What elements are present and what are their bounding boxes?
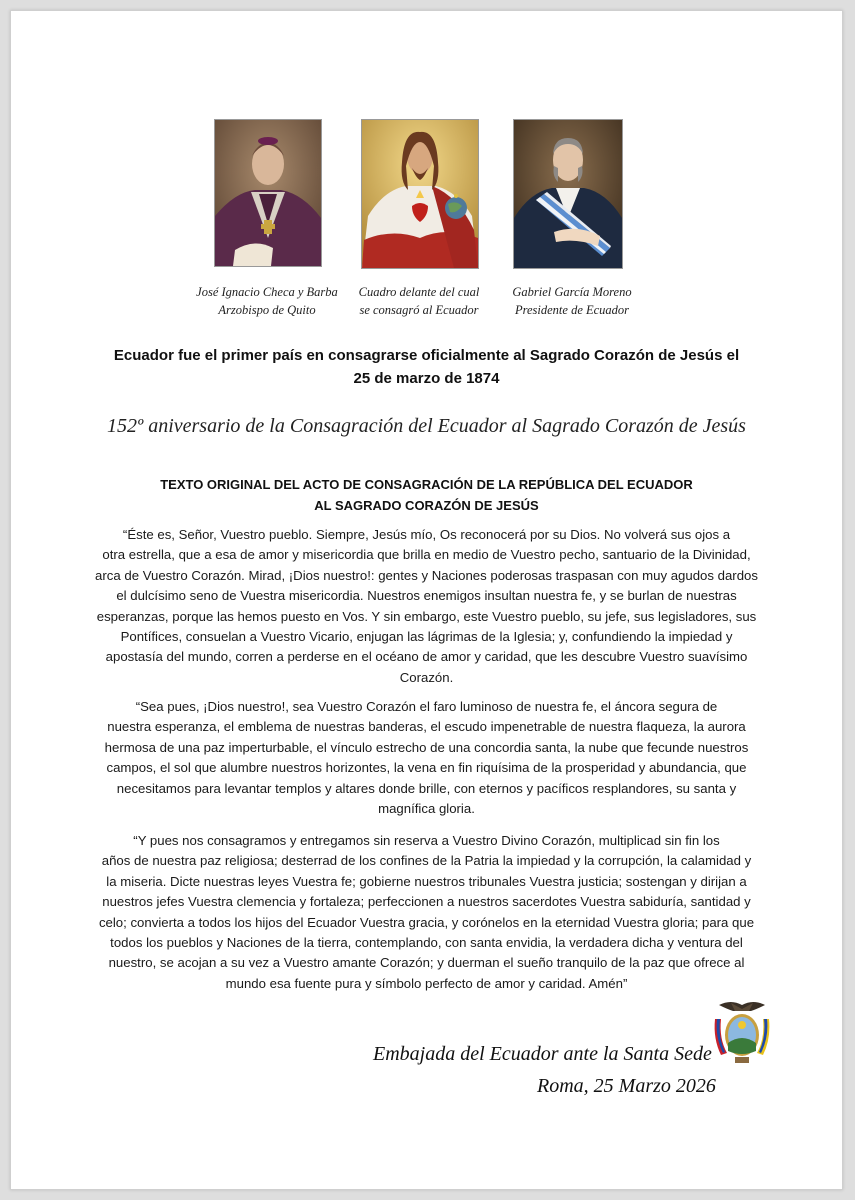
paragraph-line: nuestro, se acojan a su vez a Vuestro amante Corazón; y duerman el sueño tranquilo de la paz que ofrece al — [108, 955, 745, 971]
anniversary-subtitle: 152º aniversario de la Consagración del Ecuador al Sagrado Corazón de Jesús — [107, 415, 746, 437]
portrait-archbishop — [214, 119, 322, 267]
caption-president — [477, 283, 667, 319]
caption-painting-line1: Cuadro delante del cual — [358, 285, 480, 299]
paragraph-line: Pontífices, consuelan a Vuestro Vicario, enjugan las lágrimas de la Iglesia; y, confundiendo la impiedad y — [120, 629, 733, 645]
headline — [71, 344, 782, 390]
paragraph-line: nuestros jefes Vuestra clemencia y fortaleza; perfeccionen a nuestros sacerdotes Vuestra sabiduría, santidad y — [102, 894, 751, 910]
paragraph-line: celo; convierta a todos los hijos del Ecuador Vuestra gracia, y corónelos en la eternidad Vuestra gloria; para que — [98, 914, 755, 930]
caption-archbishop-name: José Ignacio Checa y Barba — [196, 285, 338, 299]
paragraph-line: todos los pueblos y Naciones de la tierra, contemplando, con santa envidia, la verdadera dicha y ventura del — [110, 935, 743, 951]
paragraph-line: apostasía del mundo, corren a perderse en el océano de amor y caridad, que les descubre Vuestro suavísimo — [105, 649, 748, 665]
document-page — [10, 10, 843, 1190]
portrait-sacred-heart-painting — [361, 119, 479, 269]
headline-line1: Ecuador fue el primer país en consagrarse oficialmente al Sagrado Corazón de Jesús el — [113, 347, 740, 364]
caption-archbishop-title: Arzobispo de Quito — [218, 303, 316, 317]
portrait-president — [513, 119, 623, 269]
paragraph-line: “Sea pues, ¡Dios nuestro!, sea Vuestro Corazón el faro luminoso de nuestra fe, el áncora segura de — [135, 699, 718, 714]
caption-president-title: Presidente de Ecuador — [514, 303, 630, 317]
section-title-line2: AL SAGRADO CORAZÓN DE JESÚS — [314, 498, 539, 513]
paragraph-line: nuestra esperanza, el emblema de nuestras banderas, el escudo impenetrable de nuestra flaqueza, la aurora — [107, 719, 746, 735]
ecuador-coat-of-arms-icon — [711, 999, 773, 1069]
caption-president-name: Gabriel García Moreno — [512, 285, 632, 299]
paragraph-line: otra estrella, que a esa de amor y misericordia que brilla en medio de Vuestro pecho, santuario de la Divinidad, — [102, 547, 751, 563]
signature-embassy: Embajada del Ecuador ante la Santa Sede — [373, 1043, 712, 1065]
paragraph-line: esperanzas, porque las hemos puesto en Vos. Y sin embargo, este Vuestro pueblo, su jefe, sus legisladores, sus — [96, 608, 757, 624]
headline-line2: 25 de marzo de 1874 — [353, 370, 500, 387]
paragraph-line: necesitamos para levantar templos y altares donde brille, con eternos y pacíficos resplandores, su santa y — [116, 780, 737, 796]
consecration-paragraph-2 — [59, 697, 794, 819]
paragraph-line: años de nuestra paz religiosa; desterrad de los confines de la Patria la impiedad y la corrupción, la calamidad y — [101, 853, 752, 869]
section-title — [71, 474, 782, 516]
signature-date: Roma, 25 Marzo 2026 — [537, 1075, 716, 1097]
paragraph-line: “Éste es, Señor, Vuestro pueblo. Siempre, Jesús mío, Os reconocerá por su Dios. No volverá sus ojos a — [122, 527, 731, 542]
paragraph-line: hermosa de una paz imperturbable, el vínculo estrecho de una concordia santa, la nube que fecunde nuestros — [104, 739, 749, 755]
caption-painting-line2: se consagró al Ecuador — [359, 303, 479, 317]
paragraph-line: magnífica gloria. — [378, 801, 475, 817]
section-title-line1: TEXTO ORIGINAL DEL ACTO DE CONSAGRACIÓN DE LA REPÚBLICA DEL ECUADOR — [160, 477, 693, 492]
paragraph-line: “Y pues nos consagramos y entregamos sin reserva a Vuestro Divino Corazón, multiplicad sin fin los — [133, 833, 720, 848]
paragraph-line: arca de Vuestro Corazón. Mirad, ¡Dios nuestro!: gentes y Naciones poderosas traspasan con muy agudos dardos — [95, 567, 758, 583]
consecration-paragraph-1 — [59, 525, 794, 688]
paragraph-line: campos, el sol que alumbre nuestros horizontes, la vena en fin riquísima de la prosperidad y abundancia, que — [106, 760, 747, 776]
paragraph-line: Corazón. — [399, 669, 454, 685]
paragraph-line: el dulcísimo seno de Vuestra misericordia. Nuestros enemigos insultan nuestra fe, y se burlan de nuestras — [116, 588, 737, 604]
consecration-paragraph-3 — [59, 831, 794, 994]
paragraph-line: mundo esa fuente pura y símbolo perfecto de amor y caridad. Amén” — [225, 975, 628, 991]
paragraph-line: la miseria. Dicte nuestras leyes Vuestra fe; gobierne nuestros tribunales Vuestra justicia; sostengan y dirijan a — [106, 873, 747, 889]
